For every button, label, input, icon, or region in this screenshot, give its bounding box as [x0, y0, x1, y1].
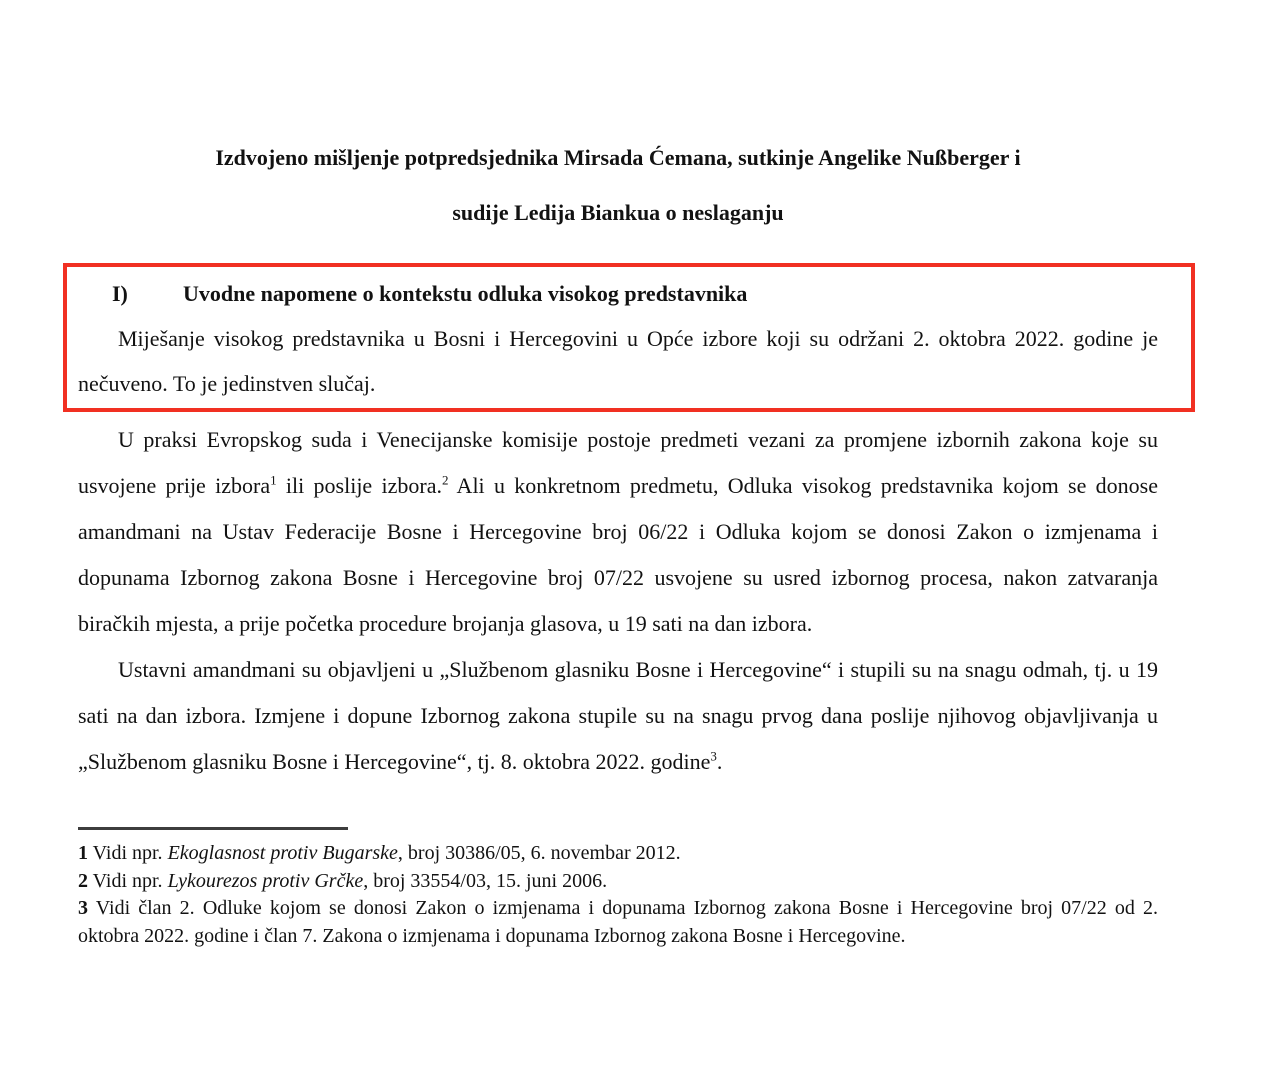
section-number: I) [112, 281, 128, 306]
text-segment: , broj 30386/05, 6. novembar 2012. [397, 842, 681, 864]
footnote-ref: 1 [270, 472, 277, 488]
footnote-number: 1 [78, 842, 88, 864]
footnote [78, 868, 1158, 896]
document-title-line2: sudije Ledija Biankua o neslaganju [452, 200, 784, 225]
footnote [78, 840, 1158, 868]
footnote-ref: 3 [710, 748, 717, 764]
footnote-separator [78, 827, 348, 830]
text-segment: ili poslije izbora. [276, 473, 442, 498]
text-segment: Ustavni amandmani su objavljeni u „Službenom glasniku Bosne i Hercegovine“ i stupili su na snagu odmah, tj. u 19 sati na dan izbora. Izmjene i dopune Izbornog zakona stupile su na snagu prvog dana poslije njihovog objavljivanja u „Službenom glasniku Bosne i Hercegovine“, tj. 8. oktobra 2022. godine [78, 657, 1158, 774]
highlighted-section [63, 263, 1195, 412]
footnotes-section [78, 827, 1158, 950]
text-segment: Lykourezos protiv Grčke [167, 869, 364, 892]
footnote [78, 895, 1158, 950]
section-heading [78, 271, 1158, 316]
text-segment: Vidi npr. [88, 842, 168, 864]
document-title [78, 130, 1158, 240]
text-segment: Ali u konkretnom predmetu, Odluka visokog predstavnika kojom se donose amandmani na Ustav Federacije Bosne i Hercegovine broj 06/22 i Odluka kojom se donosi Zakon o izmjenama i dopunama Izbornog zakona Bosne i Hercegovine broj 07/22 usvojene su usred izbornog procesa, nakon zatvaranja biračkih mjesta, a prije početka procedure brojanja glasova, u 19 sati na dan izbora. [78, 473, 1158, 636]
highlighted-paragraph: Miješanje visokog predstavnika u Bosni i Hercegovini u Opće izbore koji su održani 2. oktobra 2022. godine je nečuveno. To je jedinstven slučaj. [78, 326, 1158, 396]
text-segment: U praksi Evropskog suda i Venecijanske komisije postoje predmeti vezani za promjene izbornih zakona koje su usvojene prije izbora [78, 427, 1158, 498]
document-title-line1: Izdvojeno mišljenje potpredsjednika Mirsada Ćemana, sutkinje Angelike Nußberger i [215, 145, 1021, 170]
section-heading-text: Uvodne napomene o kontekstu odluka visokog predstavnika [183, 281, 748, 306]
footnote-ref: 2 [441, 472, 449, 488]
footnote-number: 2 [78, 869, 88, 892]
text-segment: Ekoglasnost protiv Bugarske [167, 842, 398, 864]
text-segment: . [716, 749, 723, 774]
text-segment: Vidi npr. [88, 869, 168, 892]
footnote-number: 3 [78, 897, 88, 919]
text-segment: Vidi član 2. Odluke kojom se donosi Zakon o izmjenama i dopunama Izbornog zakona Bosne i Hercegovine broj 07/22 od 2. oktobra 2022. godine i član 7. Zakona o izmjenama i dopunama Izbornog zakona Bosne i Hercegovine. [78, 897, 1158, 947]
paragraph [78, 417, 1158, 647]
paragraph [78, 647, 1158, 785]
text-segment: , broj 33554/03, 15. juni 2006. [363, 869, 608, 892]
